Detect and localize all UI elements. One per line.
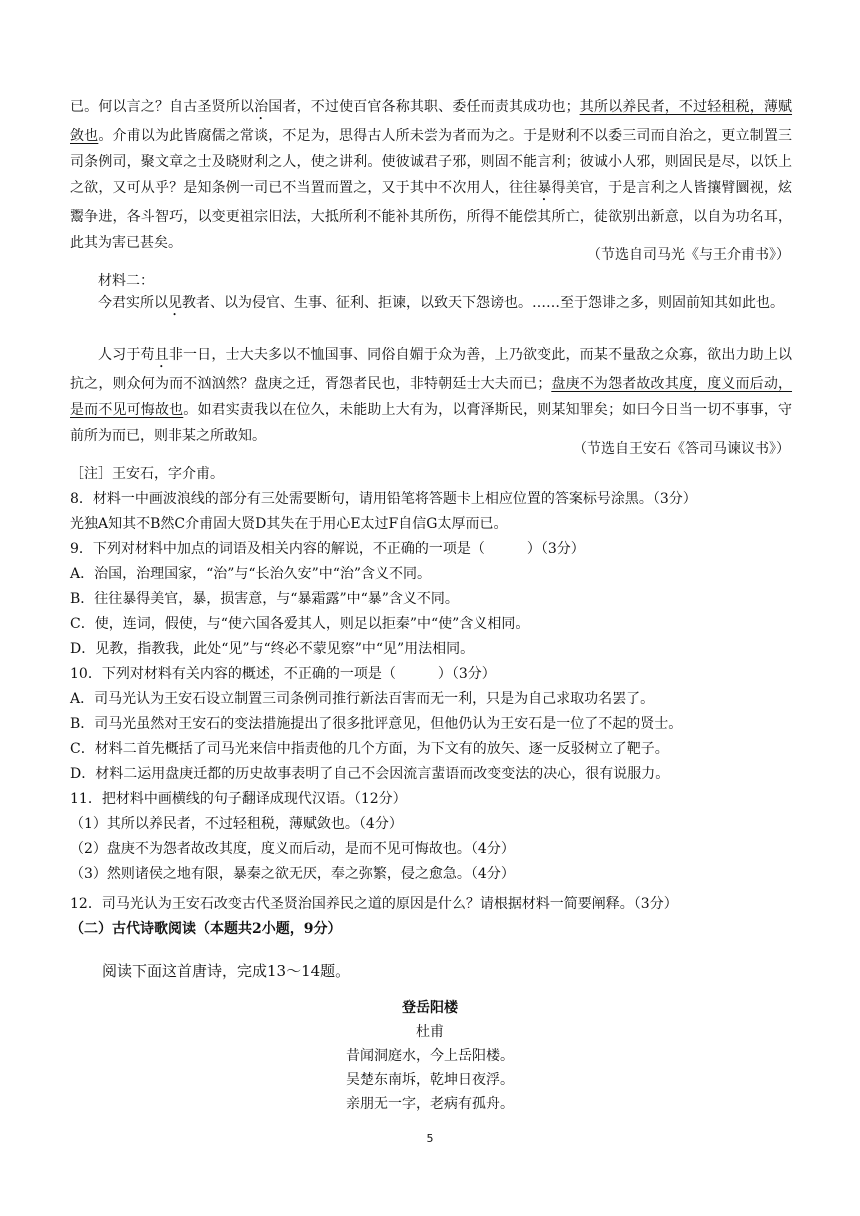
question-11-part-3: （3）然则诸侯之地有限，暴秦之欲无厌，奉之弥繁，侵之愈急。（4分） — [70, 866, 515, 882]
question-8: 8．材料一中画波浪线的部分有三处需要断句，请用铅笔将答题卡上相应位置的答案标号涂黑。（3分） — [70, 491, 697, 507]
question-9-option-d: D．见教，指教我，此处“见”与“终必不蒙见察”中“见”用法相同。 — [70, 641, 475, 657]
material2-paragraph-2 — [70, 342, 792, 449]
poem-title: 登岳阳楼 — [402, 1000, 458, 1016]
question-12: 12．司马光认为王安石改变古代圣贤治国养民之道的原因是什么？请根据材料一简要阐释。（3分） — [70, 896, 678, 912]
material1-paragraph — [70, 94, 792, 256]
question-9-option-c: C．使，连词，假使，与“使六国各爱其人，则足以拒秦”中“使”含义相同。 — [70, 616, 530, 632]
underlined-sentence: 盘庚不为怨者故改其度，度义而后动，是而不见可悔故也 — [70, 376, 793, 418]
question-9: 9．下列对材料中加点的词语及相关内容的解说，不正确的一项是（ ）（3分） — [70, 541, 585, 557]
text-segment: 非一日，士大夫多以不恤国事、同俗自媚于众为善，上乃欲变此，而某不量敌之众寡，欲出力助上以抗之，则众何为而不汹汹然？盘庚之迁，胥怨者民也，非特朝廷士大夫而已； — [70, 347, 793, 392]
poem-line-2: 吴楚东南坼，乾坤日夜浮。 — [346, 1072, 514, 1088]
poem-line-3: 亲朋无一字，老病有孤舟。 — [346, 1096, 514, 1112]
text-segment: 教者、以为侵官、生事、征利、拒谏，以致天下怨谤也。……至于怨诽之多，则固前知其如此也。 — [182, 295, 784, 311]
annotation-note: ［注］王安石，字介甫。 — [70, 466, 224, 482]
question-10-option-c: C．材料二首先概括了司马光来信中指责他的几个方面，为下文有的放矢、逐一反驳树立了靶子。 — [70, 741, 669, 757]
poem-author: 杜甫 — [416, 1024, 444, 1040]
text-segment: 。如君实责我以在位久，未能助上大有为，以膏泽斯民，则某知罪矣；如曰今日当一切不事事，守前所为而已，则非某之所敢知。 — [70, 402, 792, 444]
question-11-part-2: （2）盘庚不为怨者故改其度，度义而后动，是而不见可悔故也。（4分） — [70, 841, 515, 857]
question-10-option-b: B．司马光虽然对王安石的变法措施提出了很多批评意见，但他仍认为王安石是一位了不起的贤士。 — [70, 716, 683, 732]
poem-line-1: 昔闻洞庭水，今上岳阳楼。 — [346, 1048, 514, 1064]
underlined-sentence: 其所以养民者，不过轻租税，薄赋敛也 — [70, 99, 793, 144]
material1-source: （节选自司马光《与王介甫书》） — [587, 247, 790, 263]
material2-source: （节选自王安石《答司马谏议书》） — [573, 441, 790, 457]
page-number: 5 — [426, 1132, 434, 1145]
dotted-word: 且 — [154, 347, 169, 363]
question-9-option-b: B．往往暴得美官，暴，损害意，与“暴霜露”中“暴”含义不同。 — [70, 591, 459, 607]
poem-instruction: 阅读下面这首唐诗，完成13～14题。 — [102, 962, 351, 980]
question-11: 11．把材料中画横线的句子翻译成现代汉语。（12分） — [70, 791, 407, 807]
question-10: 10．下列对材料有关内容的概述，不正确的一项是（ ）（3分） — [70, 666, 496, 682]
question-10-option-a: A．司马光认为王安石设立制置三司条例司推行新法百害而无一利，只是为自己求取功名罢了。 — [70, 691, 655, 707]
text-segment: 已。何以言之？自古圣贤所以 — [70, 99, 255, 115]
question-8-sentence: 光独A知其不B然C介甫固大贤D其失在于用心E太过F自信G太厚而已。 — [70, 516, 508, 532]
question-9-option-a: A．治国，治理国家，“治”与“长治久安”中“治”含义不同。 — [70, 566, 432, 582]
material2-label: 材料二： — [98, 273, 154, 289]
section-title: （二）古代诗歌阅读（本题共2小题，9分） — [70, 921, 342, 937]
text-segment: 。介甫以为此皆腐儒之常谈，不足为，思得古人所未尝为者而为之。于是财利不以委三司而自治之，更立制置三司条例司，聚文章之士及晓财利之人，使之讲利。使彼诚君子邪，则固不能言利；彼诚小人邪，则固民是尽，以饫上之欲，又可从乎？是知条例一司已不当置而置之，又于其中不次用人，往往 — [70, 128, 793, 196]
material2-paragraph-1 — [70, 290, 792, 319]
text-segment: 人习于苟 — [98, 347, 155, 363]
text-segment: 今君实所以 — [98, 295, 168, 311]
text-segment: 国者，不过使百官各称其职、委任而责其成功也； — [268, 99, 580, 115]
dotted-word: 治 — [254, 99, 269, 115]
text-segment: 得美官，于是言利之人皆攘臂圜视，炫鬻争进，各斗智巧，以变更祖宗旧法，大抵所利不能补其所伤，所得不能偿其所亡，徒欲别出新意，以自为功名耳，此其为害已甚矣。 — [70, 180, 793, 251]
dotted-word: 见 — [168, 295, 182, 311]
dotted-word: 暴 — [537, 180, 552, 196]
question-11-part-1: （1）其所以养民者，不过轻租税，薄赋敛也。（4分） — [70, 816, 403, 832]
question-10-option-d: D．材料二运用盘庚迁都的历史故事表明了自己不会因流言蜚语而改变变法的决心，很有说服力。 — [70, 766, 670, 782]
